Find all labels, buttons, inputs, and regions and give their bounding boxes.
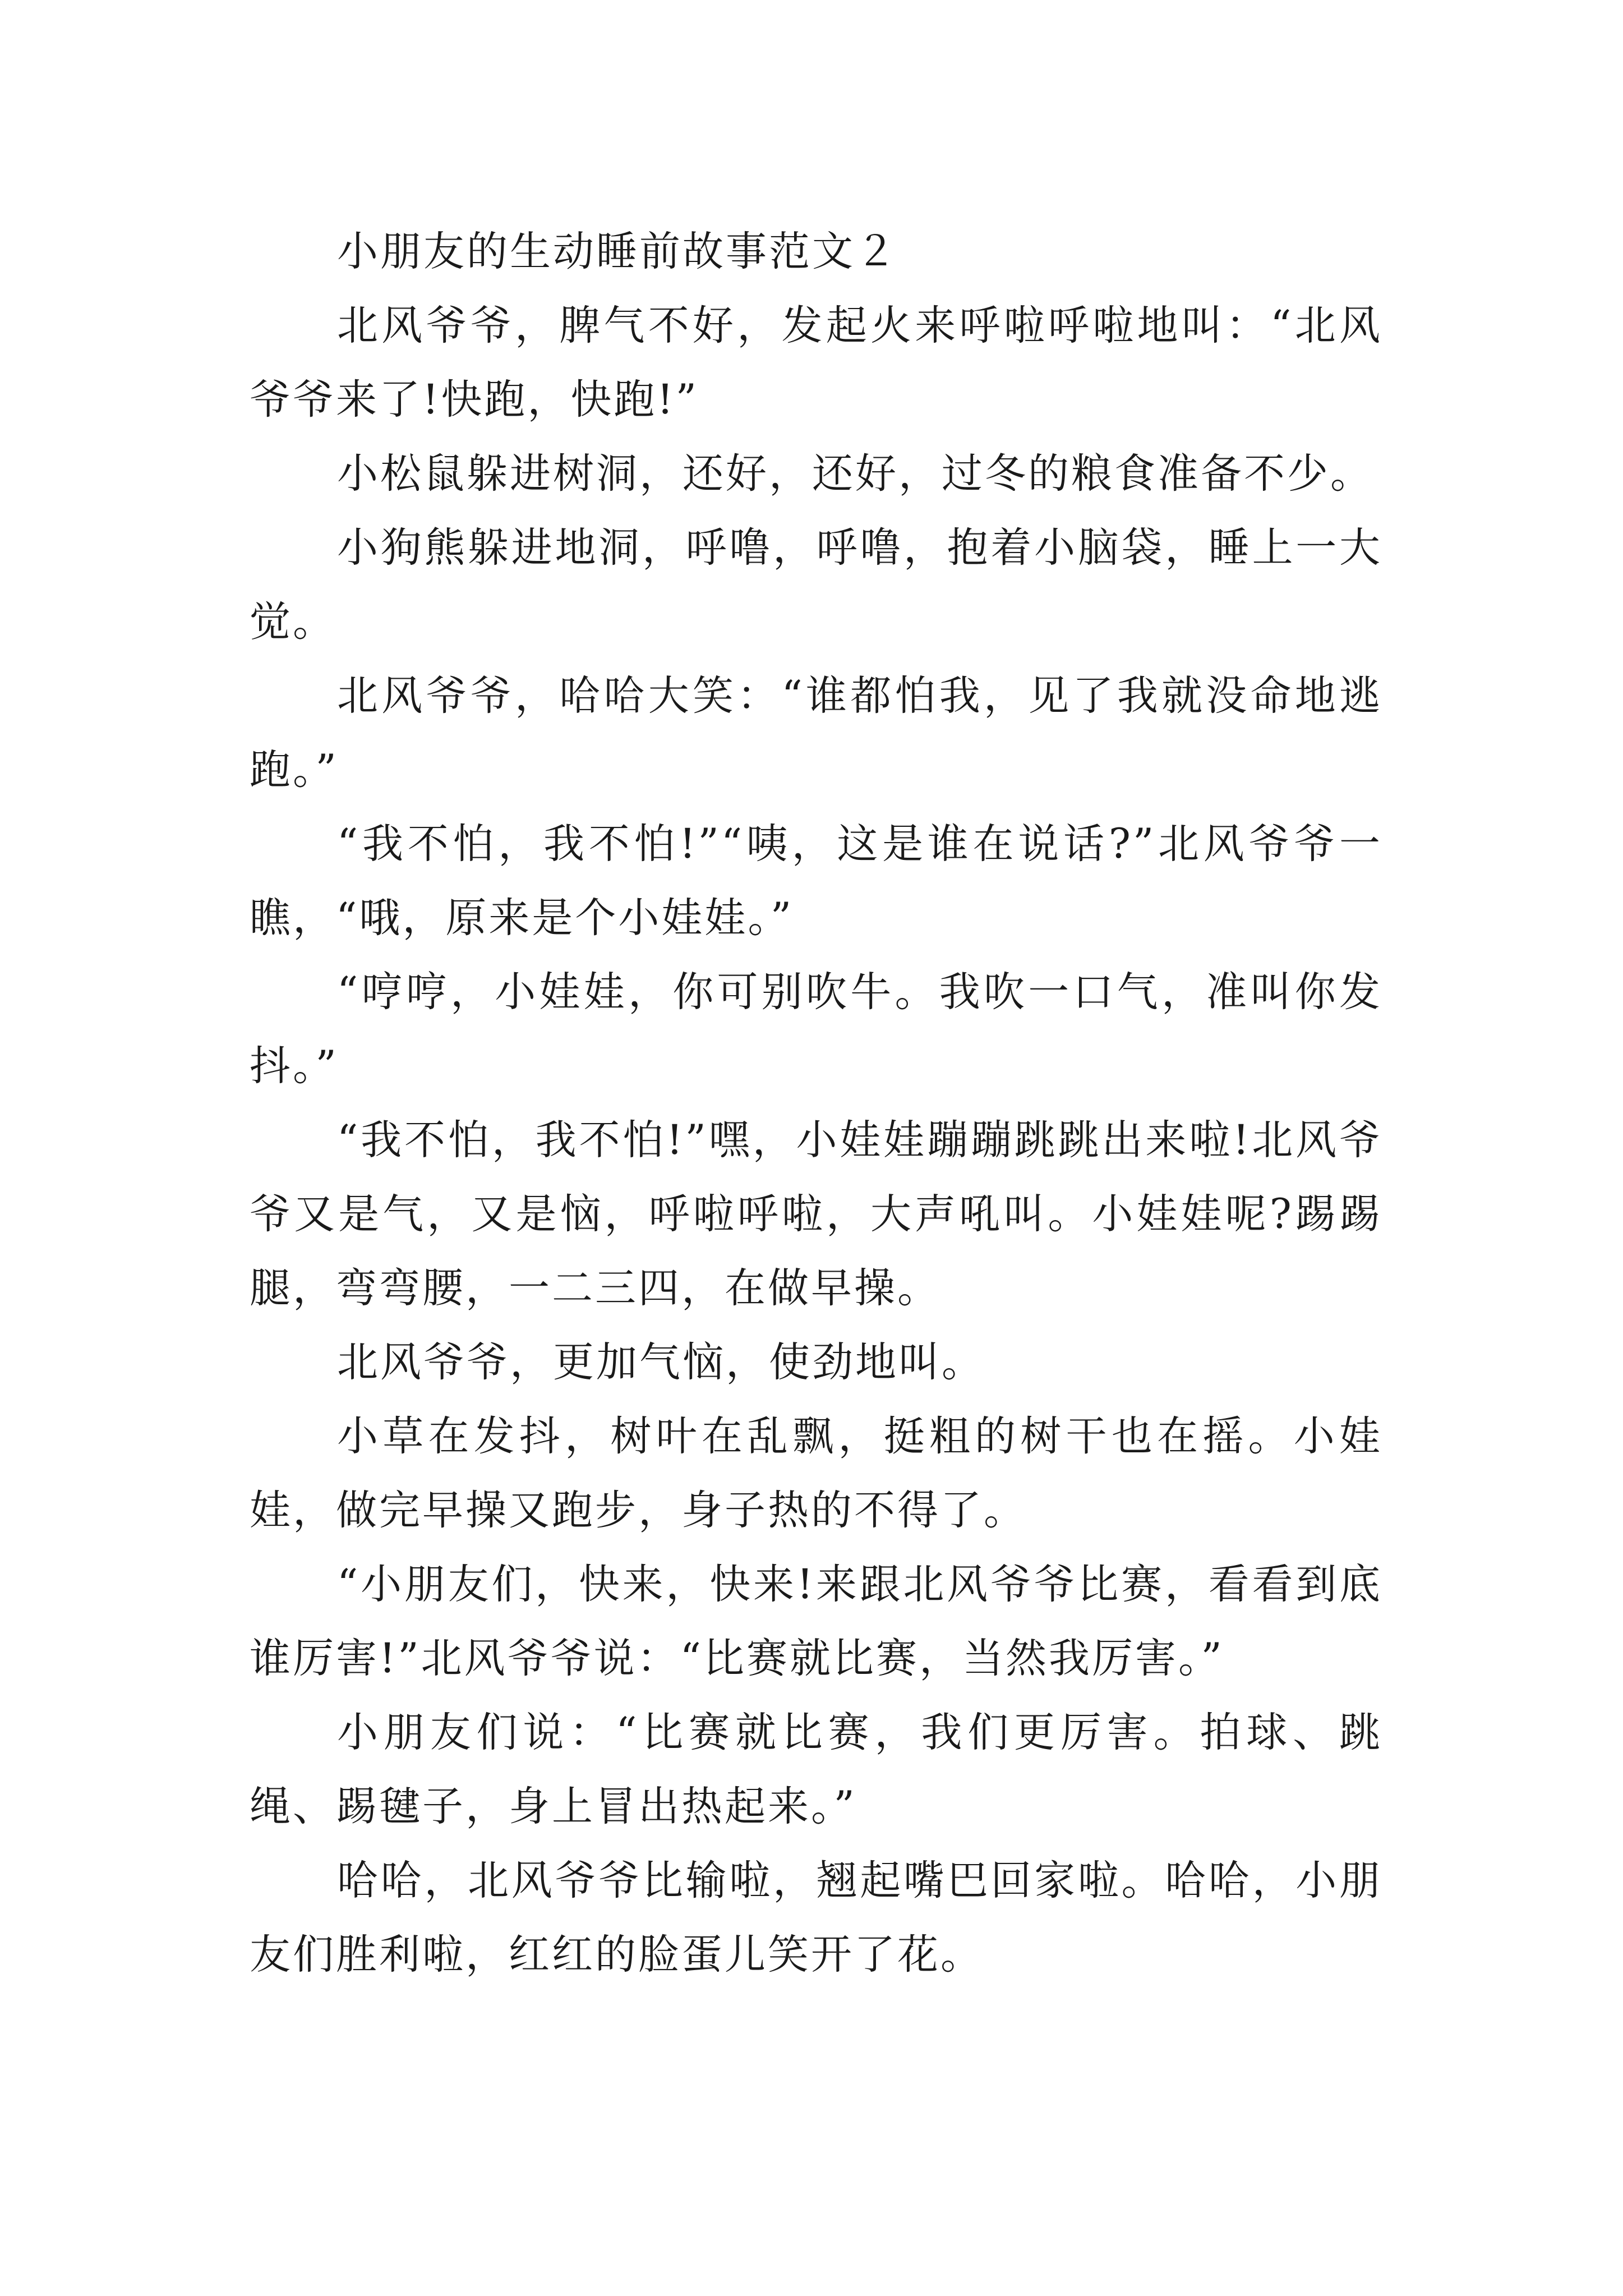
document-body — [250, 215, 1382, 1992]
paragraph: 小狗熊躲进地洞，呼噜，呼噜，抱着小脑袋，睡上一大觉。 — [250, 524, 1382, 646]
paragraph: “小朋友们，快来，快来!来跟北风爷爷比赛，看看到底谁厉害!”北风爷爷说：“比赛就比赛，当然我厉害。” — [250, 1561, 1382, 1682]
paragraph: 北风爷爷，脾气不好，发起火来呼啦呼啦地叫：“北风爷爷来了!快跑，快跑!” — [250, 302, 1382, 424]
paragraph: 小草在发抖，树叶在乱飘，挺粗的树干也在摇。小娃娃，做完早操又跑步，身子热的不得了。 — [250, 1412, 1382, 1534]
paragraph: 北风爷爷，哈哈大笑：“谁都怕我，见了我就没命地逃跑。” — [250, 672, 1382, 794]
paragraph: “哼哼，小娃娃，你可别吹牛。我吹一口气，准叫你发抖。” — [250, 968, 1382, 1090]
paragraph: 小朋友们说：“比赛就比赛，我们更厉害。拍球、跳绳、踢毽子，身上冒出热起来。” — [250, 1709, 1382, 1830]
document-title: 小朋友的生动睡前故事范文２ — [337, 228, 898, 275]
paragraph: 小松鼠躲进树洞，还好，还好，过冬的粮食准备不少。 — [337, 450, 1373, 498]
paragraph: 北风爷爷，更加气恼，使劲地叫。 — [337, 1338, 985, 1386]
paragraph: “我不怕，我不怕!”嘿，小娃娃蹦蹦跳跳出来啦!北风爷爷又是气，又是恼，呼啦呼啦，大声吼叫。小娃娃呢?踢踢腿，弯弯腰，一二三四，在做早操。 — [250, 1116, 1382, 1312]
paragraph: “我不怕，我不怕!”“咦，这是谁在说话?”北风爷爷一瞧，“哦，原来是个小娃娃。” — [250, 820, 1382, 942]
paragraph: 哈哈，北风爷爷比输啦，翘起嘴巴回家啦。哈哈，小朋友们胜利啦，红红的脸蛋儿笑开了花。 — [250, 1857, 1382, 1978]
